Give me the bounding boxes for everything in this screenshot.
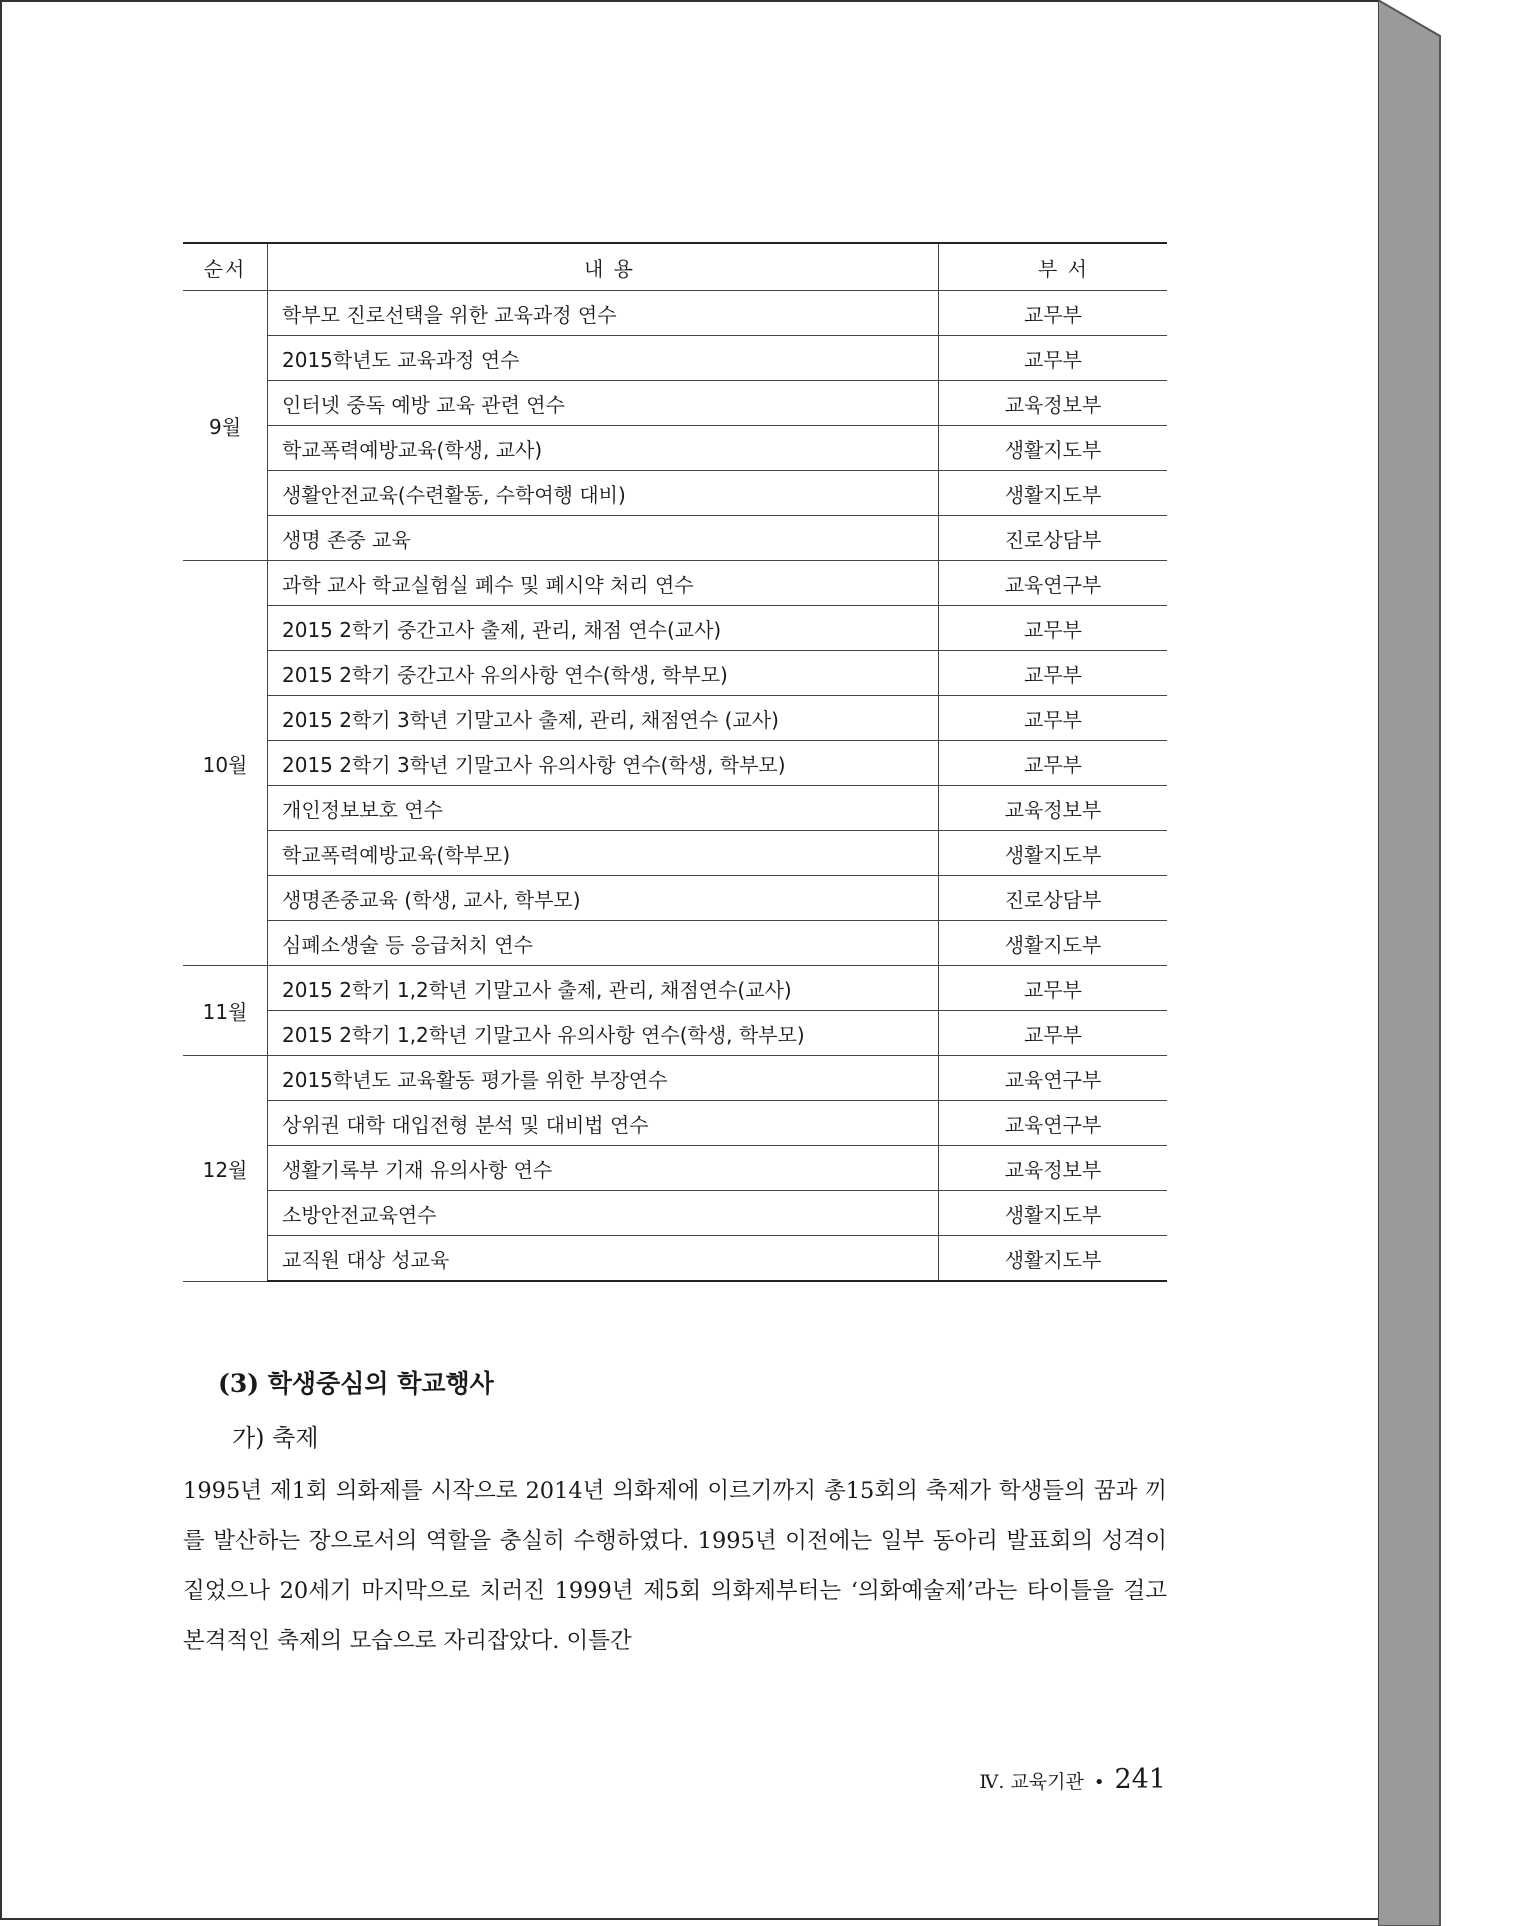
dept-cell: 교무부 [939,291,1168,336]
training-schedule-table [183,242,1167,1282]
table-row [183,561,1167,606]
dept-cell: 교무부 [939,336,1168,381]
footer-chapter: Ⅳ. 교육기관 [979,1771,1084,1793]
table-row [183,336,1167,381]
month-cell: 11월 [183,966,268,1056]
content-cell: 학교폭력예방교육(학생, 교사) [268,426,939,471]
subsection-heading: 가) 축제 [232,1424,319,1452]
body-paragraph: 1995년 제1회 의화제를 시작으로 2014년 의화제에 이르기까지 총15회의 축제가 학생들의 꿈과 끼를 발산하는 장으로서의 역할을 충실히 수행하였다. 1995년 이전에는 일부 동아리 발표회의 성격이 짙었으나 20세기 마지막으로 치러진 1999년 제5회 의화제부터는 ‘의화예술제’라는 타이틀을 걸고 본격적인 축제의 모습으로 자리잡았다. 이틀간 [183,1478,1167,1654]
header-month: 순서 [183,243,268,291]
table-row [183,471,1167,516]
dept-cell: 생활지도부 [939,426,1168,471]
month-cell: 10월 [183,561,268,966]
dept-cell: 교무부 [939,966,1168,1011]
table-row [183,876,1167,921]
table-row [183,1191,1167,1236]
content-cell: 상위권 대학 대입전형 분석 및 대비법 연수 [268,1101,939,1146]
content-cell: 생명 존중 교육 [268,516,939,561]
table-row [183,786,1167,831]
content-cell: 2015 2학기 3학년 기말고사 유의사항 연수(학생, 학부모) [268,741,939,786]
table-row [183,426,1167,471]
dept-cell: 교무부 [939,696,1168,741]
dept-cell: 교육연구부 [939,1056,1168,1101]
table-row [183,1101,1167,1146]
table-row [183,1236,1167,1282]
header-content: 내 용 [268,243,939,291]
content-cell: 2015 2학기 3학년 기말고사 출제, 관리, 채점연수 (교사) [268,696,939,741]
table-row [183,516,1167,561]
table-row [183,831,1167,876]
dept-cell: 교육연구부 [939,1101,1168,1146]
dept-cell: 생활지도부 [939,1191,1168,1236]
footer-bullet: • [1093,1772,1105,1793]
table-row [183,381,1167,426]
dept-cell: 교육정보부 [939,381,1168,426]
content-cell: 개인정보보호 연수 [268,786,939,831]
dept-cell: 생활지도부 [939,831,1168,876]
content-cell: 2015 2학기 중간고사 출제, 관리, 채점 연수(교사) [268,606,939,651]
table-header-row [183,243,1167,291]
content-cell: 2015학년도 교육활동 평가를 위한 부장연수 [268,1056,939,1101]
content-cell: 학교폭력예방교육(학부모) [268,831,939,876]
table-body [183,291,1167,1282]
table-row [183,1146,1167,1191]
dept-cell: 진로상담부 [939,516,1168,561]
page-footer [979,1764,1166,1795]
table-row [183,741,1167,786]
table-row [183,291,1167,336]
table-row [183,921,1167,966]
content-cell: 과학 교사 학교실험실 폐수 및 폐시약 처리 연수 [268,561,939,606]
dept-cell: 생활지도부 [939,471,1168,516]
content-cell: 심폐소생술 등 응급처치 연수 [268,921,939,966]
content-cell: 2015 2학기 1,2학년 기말고사 출제, 관리, 채점연수(교사) [268,966,939,1011]
table-row [183,651,1167,696]
content-cell: 학부모 진로선택을 위한 교육과정 연수 [268,291,939,336]
dept-cell: 교육정보부 [939,786,1168,831]
month-cell: 12월 [183,1056,268,1282]
table-row [183,696,1167,741]
header-dept: 부 서 [939,243,1168,291]
page-number: 241 [1114,1764,1166,1795]
dept-cell: 교무부 [939,1011,1168,1056]
content-cell: 2015 2학기 중간고사 유의사항 연수(학생, 학부모) [268,651,939,696]
month-cell: 9월 [183,291,268,561]
content-cell: 생활안전교육(수련활동, 수학여행 대비) [268,471,939,516]
content-cell: 2015 2학기 1,2학년 기말고사 유의사항 연수(학생, 학부모) [268,1011,939,1056]
dept-cell: 진로상담부 [939,876,1168,921]
content-cell: 소방안전교육연수 [268,1191,939,1236]
content-cell: 2015학년도 교육과정 연수 [268,336,939,381]
section-heading: (3) 학생중심의 학교행사 [218,1369,494,1398]
dept-cell: 교육연구부 [939,561,1168,606]
table-row [183,606,1167,651]
table-row [183,1011,1167,1056]
content-cell: 교직원 대상 성교육 [268,1236,939,1282]
content-cell: 인터넷 중독 예방 교육 관련 연수 [268,381,939,426]
table-row [183,1056,1167,1101]
dept-cell: 교무부 [939,651,1168,696]
dept-cell: 생활지도부 [939,1236,1168,1282]
dept-cell: 교무부 [939,606,1168,651]
content-cell: 생활기록부 기재 유의사항 연수 [268,1146,939,1191]
dept-cell: 생활지도부 [939,921,1168,966]
book-edge [1378,0,1518,1926]
table-row [183,966,1167,1011]
dept-cell: 교육정보부 [939,1146,1168,1191]
content-cell: 생명존중교육 (학생, 교사, 학부모) [268,876,939,921]
dept-cell: 교무부 [939,741,1168,786]
